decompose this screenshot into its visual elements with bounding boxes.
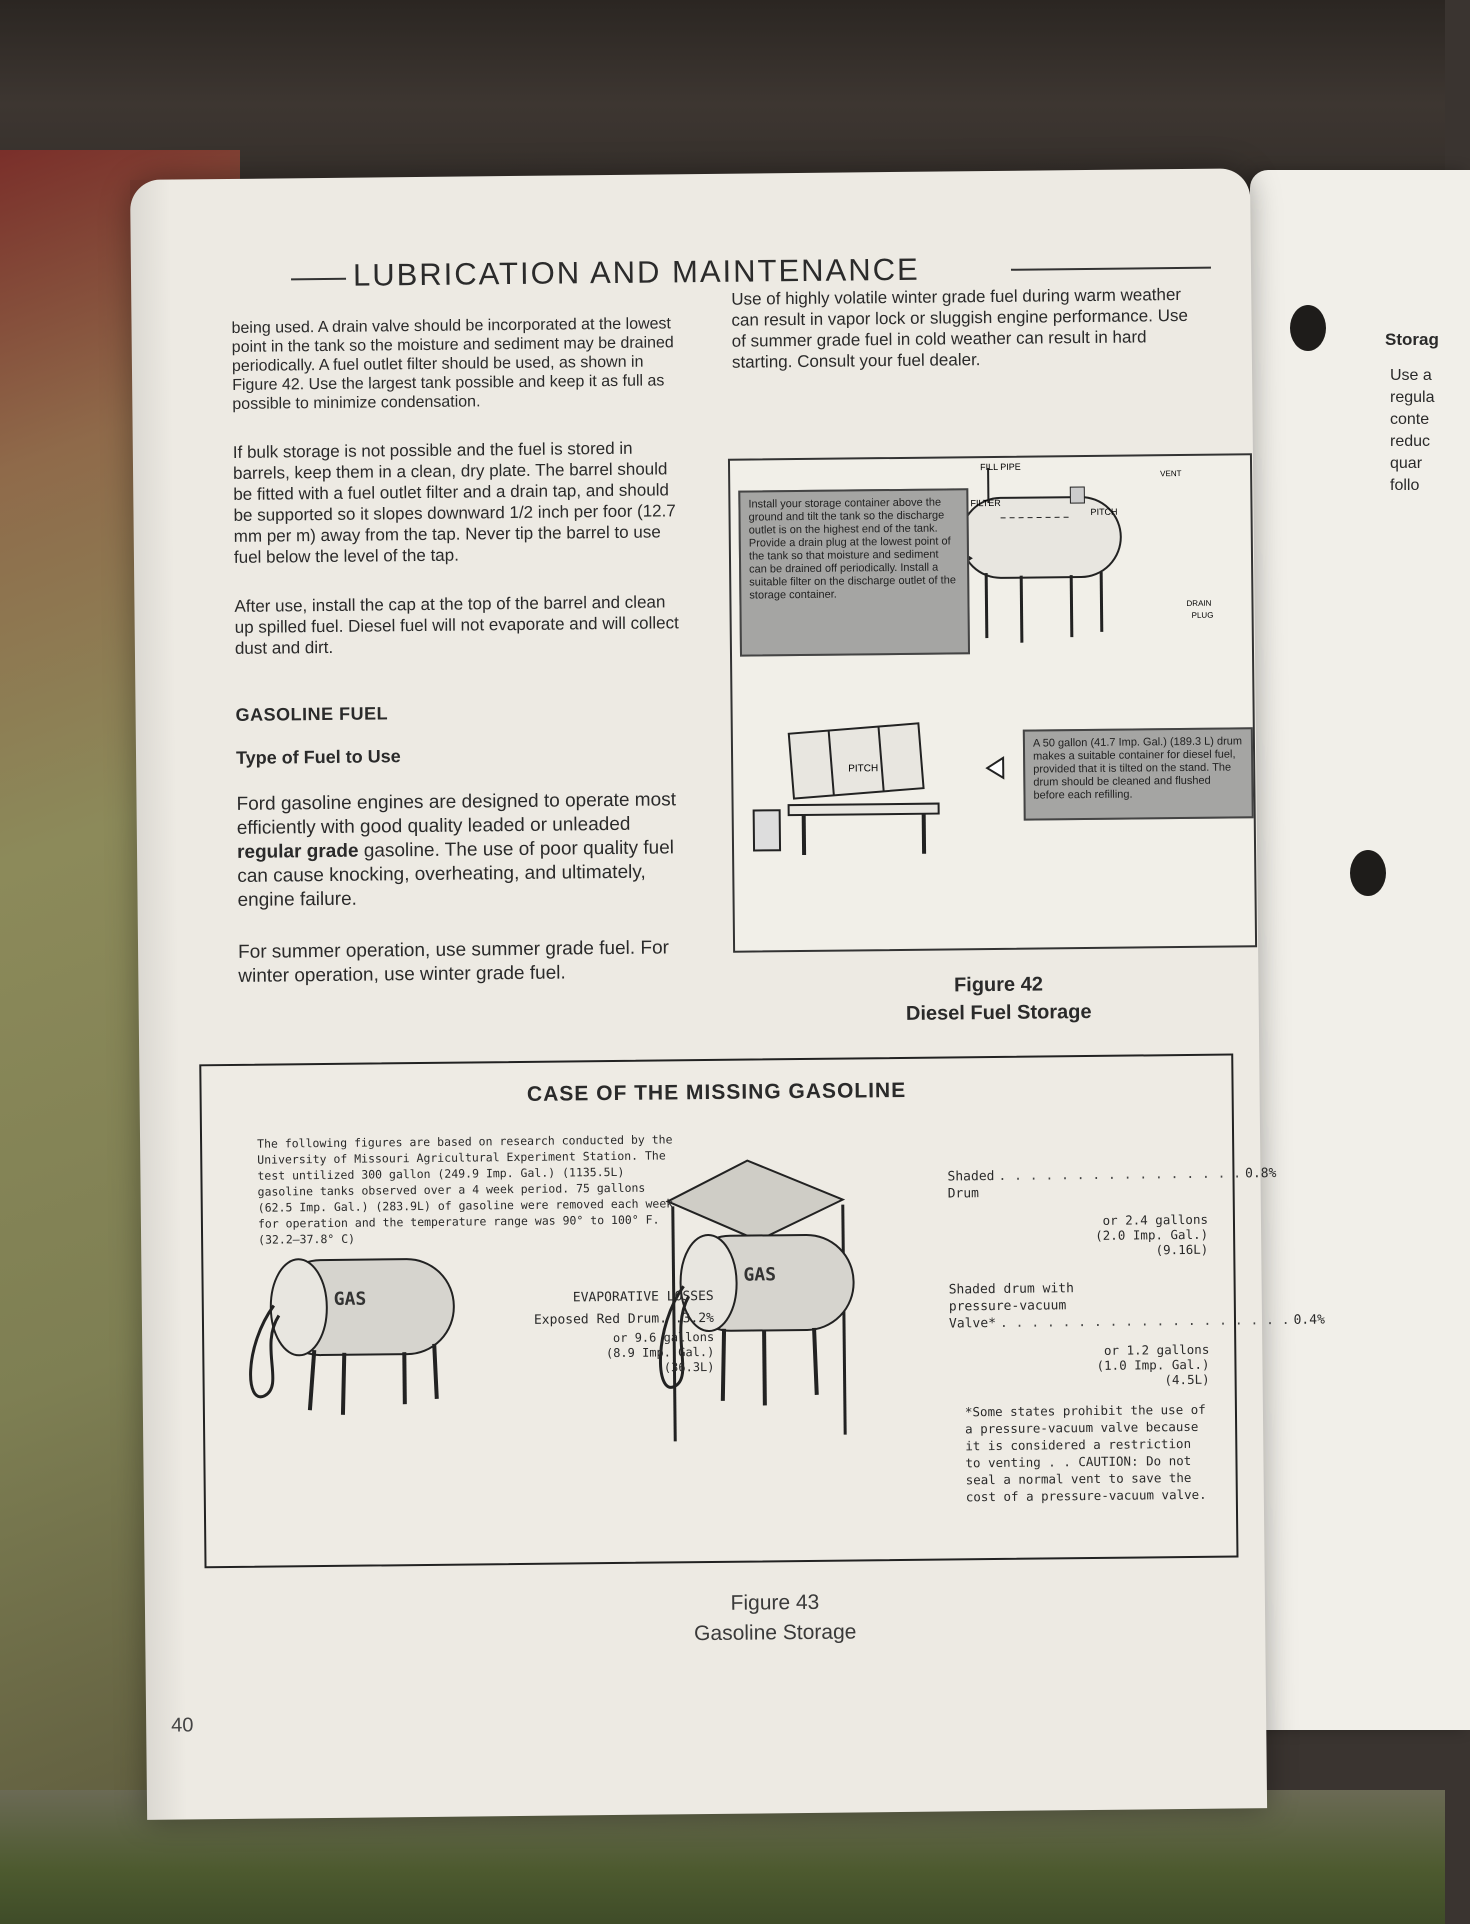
- figure-42: [728, 453, 1257, 952]
- figure-43-caption: [525, 1586, 1026, 1651]
- heading-gasoline-fuel: GASOLINE FUEL: [235, 703, 389, 725]
- section-title: LUBRICATION AND MAINTENANCE: [352, 251, 920, 293]
- label-drain: DRAIN: [1186, 598, 1212, 608]
- header-rule-right: [1011, 267, 1211, 271]
- paragraph-after-use: After use, install the cap at the top of the barrel and clean up spilled fuel. Diesel fuel will not evaporate and will collect dust and dirt.: [234, 592, 679, 658]
- fuel-can-icon: [754, 810, 780, 850]
- arrow-left-icon: [987, 758, 1003, 778]
- tank-leg: [1101, 572, 1102, 632]
- tank-leg: [1071, 575, 1072, 637]
- paragraph-summer-winter: For summer operation, use summer grade fuel. For winter operation, use winter grade fuel.: [237, 937, 670, 987]
- facing-page: [1250, 170, 1470, 1730]
- exposed-drum-row: Exposed Red Drum. .3.2%: [533, 1310, 715, 1328]
- paragraph-volatile-fuel: Use of highly volatile winter grade fuel during warm weather can result in vapor lock or sluggish engine performance. Use of summer grade fuel in cold weather can result in hard starting. Consult your fuel dealer.: [731, 285, 1188, 372]
- tank-leg: [1021, 576, 1022, 643]
- tank-label-gas-shaded: GAS: [743, 1264, 777, 1286]
- pressure-vacuum-footnote: *Some states prohibit the use of a pressure-vacuum valve because it is considered a restriction to venting . . CAUTION: Do not seal a normal vent to save the cost of a pressure-vacuum valve.: [964, 1401, 1207, 1505]
- callout-drum-instructions: A 50 gallon (41.7 Imp. Gal.) (189.3 L) drum makes a suitable container for diesel fuel, provided that it is tilted on the stand. The drum should be cleaned and flushed before each refilling.: [1023, 727, 1254, 820]
- figure-43-number: Figure 43: [730, 1590, 820, 1615]
- vent-icon: [1070, 487, 1084, 503]
- exposed-gallons: or 9.6 gallons: [612, 1329, 715, 1346]
- figure-43-box: [199, 1053, 1325, 1568]
- exposed-gas-tank-icon: [249, 1258, 455, 1416]
- subheading-type-of-fuel: Type of Fuel to Use: [235, 746, 401, 768]
- label-filter: FILTER: [970, 497, 1001, 509]
- facing-page-title: Storag: [1385, 330, 1439, 349]
- case-title: CASE OF THE MISSING GASOLINE: [526, 1078, 907, 1106]
- paragraph-barrels: If bulk storage is not possible and the fuel is stored in barrels, keep them in a clean, dry plate. The barrel should be fitted with a fuel outlet filter and a drain tap, and should be supported so it slopes downward 1/2 inch per foor (12.7 mm per m) away from the tap. Never tip the barrel to use fuel below the level of the tap.: [232, 438, 676, 567]
- binder-hole-icon: [1350, 850, 1386, 896]
- research-intro: The following figures are based on research conducted by the University of Missouri Agricultural Experiment Station. The test untilized 300 gallon (249.9 Imp. Gal.) (1135.5L) gasoline tanks observed over a 4 week period. 75 gallons (62.5 Imp. Gal.) (283.9L) of gasoline were removed each week for operation and the temperature range was 90° to 100° F. (32.2–37.8° C): [257, 1132, 674, 1247]
- evaporative-losses-exposed: [454, 1286, 715, 1378]
- label-pitch-barrel: PITCH: [848, 763, 879, 775]
- shaded-drum-stats: [947, 1166, 1325, 1390]
- figure-43-title: Gasoline Storage: [693, 1620, 857, 1646]
- shaded-gallons: or 2.4 gallons (2.0 Imp. Gal.) (9.16L): [1095, 1211, 1209, 1258]
- page-number: 40: [171, 1714, 194, 1737]
- drum-on-stand-icon: [789, 723, 924, 798]
- label-vent: VENT: [1160, 469, 1182, 479]
- exposed-liters: (36.3L): [663, 1359, 715, 1375]
- shaded-drum-row: Shaded Drum . . . . . . . . . . . . . . . . 0.8%: [947, 1166, 1277, 1202]
- paragraph-ford-engines: Ford gasoline engines are designed to operate most efficiently with good quality leaded or unleaded regular grade gasoline. The use of poor quality fuel can cause knocking, overheating, and ultimately, engine failure.: [236, 789, 677, 911]
- drum-stand: [789, 804, 939, 816]
- figure-42-title: Diesel Fuel Storage: [905, 1000, 1092, 1025]
- figure-42-caption: [738, 968, 1259, 1029]
- callout-tank-instructions: Install your storage container above the ground and tilt the tank so the discharge outlet is on the highest end of the tank. Provide a drain plug at the lowest point of the tank so that moisture and sediment can be drained off periodically. Install a suitable filter on the discharge outlet of the storage container.: [738, 488, 970, 656]
- pressure-vacuum-row: Shaded drum with pressure-vacuum Valve* . . . . . . . . . . . . . . . . . . . 0.4%: [948, 1281, 1325, 1332]
- evap-heading: EVAPORATIVE LOSSES: [572, 1288, 714, 1306]
- figure-42-number: Figure 42: [953, 973, 1044, 997]
- label-plug: PLUG: [1191, 610, 1214, 620]
- tank-label-gas: GAS: [333, 1288, 367, 1310]
- binder-hole-icon: [1290, 305, 1326, 351]
- facing-page-text: Use a regula conte reduc quar follo: [1390, 367, 1435, 494]
- paragraph-drain-valve: being used. A drain valve should be incorporated at the lowest point in the tank so the moisture and sediment may be drained periodically. A fuel outlet filter should be used, as shown in Figure 42. Use the largest tank possible and keep it as full as possible to minimize condensation.: [231, 315, 674, 413]
- manual-page: [130, 168, 1325, 1820]
- pressure-vacuum-gallons: or 1.2 gallons (1.0 Imp. Gal.) (4.5L): [1096, 1341, 1210, 1388]
- label-pitch: PITCH: [1090, 506, 1118, 517]
- exposed-imp: (8.9 Imp. Gal.): [605, 1344, 715, 1361]
- left-column: [231, 314, 688, 1017]
- tank-leg: [986, 573, 987, 638]
- label-fill-pipe: FILL PIPE: [980, 461, 1021, 473]
- header-rule-left: [291, 278, 346, 281]
